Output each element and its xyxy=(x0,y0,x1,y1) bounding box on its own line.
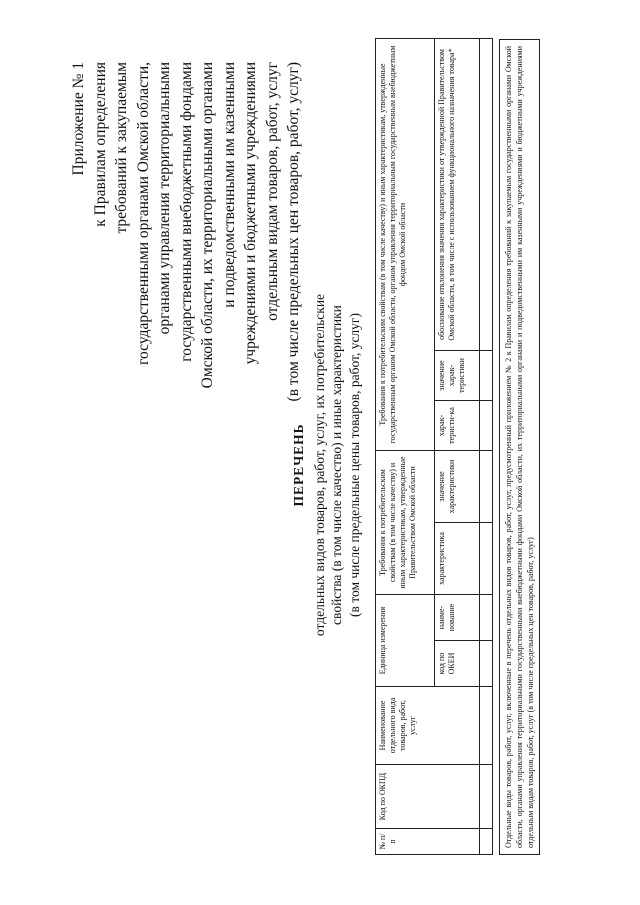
document-heading xyxy=(290,185,363,745)
appendix-line: Омской области, их территориальными органами xyxy=(199,62,216,389)
header-okpd-code: Код по ОКПД xyxy=(376,765,480,829)
appendix-line: отдельным видам товаров, работ, услуг xyxy=(263,62,281,321)
table-cell xyxy=(480,351,493,401)
table-cell xyxy=(480,39,493,351)
header-organ-justification: обоснование отклонения значения характеристики от утвержденной Правительством Омской области, в том числе с использованием функционального назначения товара* xyxy=(434,39,480,351)
appendix-header xyxy=(68,62,305,682)
table-cell xyxy=(480,829,493,855)
header-item-name: Наименование отдельного вида товаров, работ, услуг xyxy=(376,687,480,765)
header-requirements-organ: Требования к потребительским свойствам (в том числе качеству) и иным характеристикам, утвержденные государственным органом Омской области, органом управления территориальным государственным внебюджетным фондом Омской области xyxy=(376,39,435,451)
header-unit-name: наиме-нование xyxy=(434,595,480,641)
appendix-line: требований к закупаемым xyxy=(113,62,130,234)
table-cell xyxy=(480,523,493,595)
header-gov-value: значение характеристики xyxy=(434,451,480,523)
header-requirements-government: Требования к потребительским свойствам (в том числе качеству) и иным характеристикам, утвержденные Правительством Омской области xyxy=(376,451,435,595)
header-gov-characteristic: характеристика xyxy=(434,523,480,595)
appendix-line: Приложение № 1 xyxy=(70,62,87,176)
table-cell xyxy=(480,687,493,765)
header-organ-characteristic: харак-теристи-ка xyxy=(434,401,480,451)
table-cell xyxy=(480,765,493,829)
table-cell xyxy=(480,451,493,523)
table-row xyxy=(480,39,493,855)
table-cell xyxy=(480,595,493,641)
header-organ-value: значение харак-теристики xyxy=(434,351,480,401)
header-number: № п/п xyxy=(376,829,480,855)
header-unit-okei-code: код по ОКЕИ xyxy=(434,641,480,687)
heading-line: свойства (в том числе качество) и иные характеристики xyxy=(329,305,344,625)
appendix-line: (в том числе предельных цен товаров, работ, услуг) xyxy=(285,62,302,402)
table-cell xyxy=(480,641,493,687)
heading-line: (в том числе предельные цены товаров, работ, услуг) xyxy=(346,313,362,617)
appendix-line: органами управления территориальными xyxy=(156,62,173,335)
document-title: ПЕРЕЧЕНЬ xyxy=(291,423,306,507)
heading-line: отдельных видов товаров, работ, услуг, их потребительские xyxy=(311,293,327,637)
appendix-line: к Правилам определения xyxy=(91,62,109,227)
table-cell xyxy=(480,401,493,451)
appendix-line: учреждениями и бюджетными учреждениями xyxy=(242,62,259,365)
appendix-line: и подведомственными им казенными xyxy=(220,62,238,308)
appendix-line: государственными внебюджетными фондами xyxy=(177,62,195,362)
header-unit: Единица измерения xyxy=(376,595,435,687)
appendix-line: государственными органами Омской области, xyxy=(134,62,152,365)
table-footnote: Отдельные виды товаров, работ, услуг, включенные в перечень отдельных видов товаров, работ, услуг, предусмотренный приложением № 2 к Правилам определения требований к закупаемым государственными органами Омской области, органами управления территориальными государственными внебюджетными фондами Омской области, их территориальными органами и подведомственными им казенными учреждениями и бюджетными учреждениями отдельным видам товаров, работ, услуг (в том числе предельных цен товаров, работ, услуг) xyxy=(499,39,540,855)
requirements-table xyxy=(375,38,493,855)
